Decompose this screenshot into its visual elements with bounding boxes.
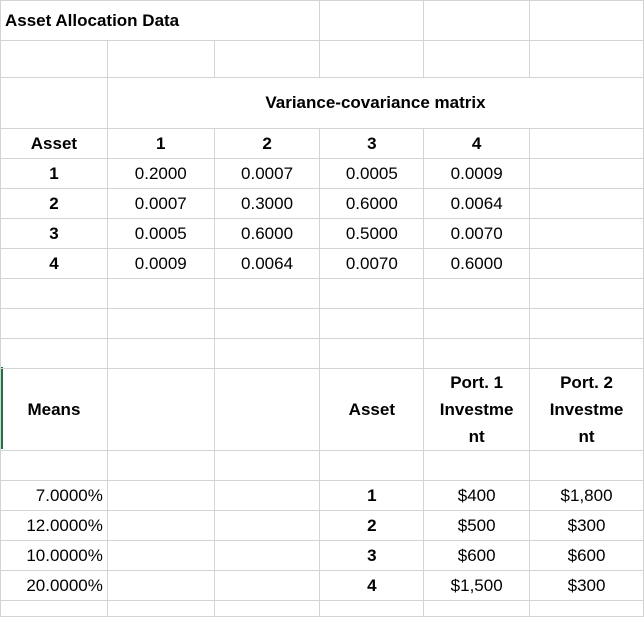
portfolio-row (1, 481, 644, 511)
asset-cell[interactable]: 3 (320, 541, 424, 571)
row-label[interactable]: 2 (1, 189, 108, 219)
matrix-cell[interactable]: 0.2000 (107, 159, 214, 189)
cell[interactable] (214, 339, 320, 369)
matrix-cell[interactable]: 0.0070 (424, 219, 530, 249)
cell[interactable] (214, 279, 320, 309)
cell[interactable] (424, 451, 530, 481)
cell[interactable] (214, 601, 320, 617)
row-label[interactable]: 3 (1, 219, 108, 249)
sheet-row (1, 309, 644, 339)
portfolio-header-row (1, 369, 644, 451)
port1-cell[interactable]: $400 (424, 481, 530, 511)
cell[interactable] (424, 339, 530, 369)
cell[interactable] (320, 339, 424, 369)
port1-header[interactable] (424, 369, 530, 451)
cell[interactable] (424, 601, 530, 617)
sheet-row (1, 41, 644, 78)
matrix-cell[interactable]: 0.0005 (320, 159, 424, 189)
cell[interactable] (530, 219, 644, 249)
cell[interactable] (1, 601, 108, 617)
cell[interactable] (1, 78, 108, 129)
cell[interactable] (1, 279, 108, 309)
cell[interactable] (530, 41, 644, 78)
port2-header[interactable] (530, 369, 644, 451)
cell[interactable] (107, 541, 214, 571)
column-header[interactable]: 1 (107, 129, 214, 159)
port2-cell[interactable]: $300 (530, 511, 644, 541)
port2-header-line: Port. 2 (560, 373, 613, 392)
cell[interactable] (107, 511, 214, 541)
cell[interactable] (214, 309, 320, 339)
port1-cell[interactable]: $600 (424, 541, 530, 571)
port1-header-line: nt (468, 427, 485, 446)
matrix-header[interactable]: Variance-covariance matrix (107, 78, 643, 129)
means-header[interactable]: Means (1, 369, 108, 451)
cell[interactable] (530, 189, 644, 219)
portfolio-row (1, 511, 644, 541)
mean-cell[interactable]: 12.0000% (1, 511, 108, 541)
matrix-cell[interactable]: 0.0070 (320, 249, 424, 279)
portfolio-row (1, 571, 644, 601)
cell[interactable] (107, 601, 214, 617)
cell[interactable] (320, 279, 424, 309)
cell[interactable] (107, 41, 214, 78)
cell[interactable] (107, 481, 214, 511)
port2-cell[interactable]: $300 (530, 571, 644, 601)
column-header[interactable]: 2 (214, 129, 320, 159)
matrix-cell[interactable]: 0.6000 (424, 249, 530, 279)
cell[interactable] (214, 481, 320, 511)
matrix-cell[interactable]: 0.6000 (320, 189, 424, 219)
port2-header-line: Investme (549, 400, 624, 419)
port1-cell[interactable]: $500 (424, 511, 530, 541)
cell[interactable] (424, 41, 530, 78)
cell[interactable] (214, 451, 320, 481)
cell[interactable] (530, 1, 644, 41)
cell[interactable] (214, 369, 320, 451)
matrix-header-row (1, 129, 644, 159)
asset-cell[interactable]: 4 (320, 571, 424, 601)
cell[interactable] (530, 451, 644, 481)
mean-cell[interactable]: 7.0000% (1, 481, 108, 511)
cell[interactable] (107, 369, 214, 451)
cell[interactable] (107, 309, 214, 339)
matrix-cell[interactable]: 0.0005 (107, 219, 214, 249)
port2-cell[interactable]: $600 (530, 541, 644, 571)
sheet-row (1, 279, 644, 309)
cell[interactable] (107, 339, 214, 369)
matrix-cell[interactable]: 0.0007 (214, 159, 320, 189)
row-label[interactable]: 1 (1, 159, 108, 189)
cell[interactable] (107, 451, 214, 481)
sheet-row (1, 78, 644, 129)
port1-header-line: Port. 1 (450, 373, 504, 392)
matrix-row (1, 219, 644, 249)
cell[interactable] (214, 571, 320, 601)
matrix-row (1, 159, 644, 189)
sheet-row (1, 1, 644, 41)
sheet-title[interactable]: Asset Allocation Data (1, 1, 320, 41)
matrix-cell[interactable]: 0.6000 (214, 219, 320, 249)
cell[interactable] (214, 41, 320, 78)
cell[interactable] (1, 451, 108, 481)
port2-cell[interactable]: $1,800 (530, 481, 644, 511)
mean-cell[interactable]: 10.0000% (1, 541, 108, 571)
mean-cell[interactable]: 20.0000% (1, 571, 108, 601)
sheet-row (1, 451, 644, 481)
cell[interactable] (530, 339, 644, 369)
row-label[interactable]: 4 (1, 249, 108, 279)
sheet-row (1, 601, 644, 617)
cell[interactable] (214, 541, 320, 571)
cell[interactable] (107, 571, 214, 601)
matrix-row (1, 249, 644, 279)
asset-header[interactable]: Asset (1, 129, 108, 159)
port2-header-line: nt (578, 427, 595, 446)
cell[interactable] (1, 339, 108, 369)
port1-cell[interactable]: $1,500 (424, 571, 530, 601)
column-header[interactable]: 4 (424, 129, 530, 159)
cell[interactable] (530, 249, 644, 279)
cell[interactable] (424, 1, 530, 41)
cell[interactable] (530, 601, 644, 617)
cell[interactable] (530, 159, 644, 189)
cell[interactable] (214, 511, 320, 541)
cell[interactable] (320, 601, 424, 617)
matrix-cell[interactable]: 0.0009 (424, 159, 530, 189)
cell[interactable] (320, 41, 424, 78)
matrix-row (1, 189, 644, 219)
port1-header-line: Investme (439, 400, 514, 419)
cell[interactable] (1, 41, 108, 78)
column-header[interactable]: 3 (320, 129, 424, 159)
cell[interactable] (107, 279, 214, 309)
portfolio-row (1, 541, 644, 571)
cell[interactable] (320, 1, 424, 41)
matrix-cell[interactable]: 0.0009 (107, 249, 214, 279)
cell[interactable] (424, 309, 530, 339)
cell[interactable] (530, 129, 644, 159)
asset-cell[interactable]: 1 (320, 481, 424, 511)
cell[interactable] (1, 309, 108, 339)
cell[interactable] (320, 451, 424, 481)
matrix-cell[interactable]: 0.0064 (424, 189, 530, 219)
matrix-cell[interactable]: 0.0064 (214, 249, 320, 279)
matrix-cell[interactable]: 0.5000 (320, 219, 424, 249)
cell[interactable] (530, 309, 644, 339)
sheet-row (1, 339, 644, 369)
asset-cell[interactable]: 2 (320, 511, 424, 541)
asset-header[interactable]: Asset (320, 369, 424, 451)
matrix-cell[interactable]: 0.3000 (214, 189, 320, 219)
cell[interactable] (530, 279, 644, 309)
cell[interactable] (424, 279, 530, 309)
cell[interactable] (320, 309, 424, 339)
matrix-cell[interactable]: 0.0007 (107, 189, 214, 219)
